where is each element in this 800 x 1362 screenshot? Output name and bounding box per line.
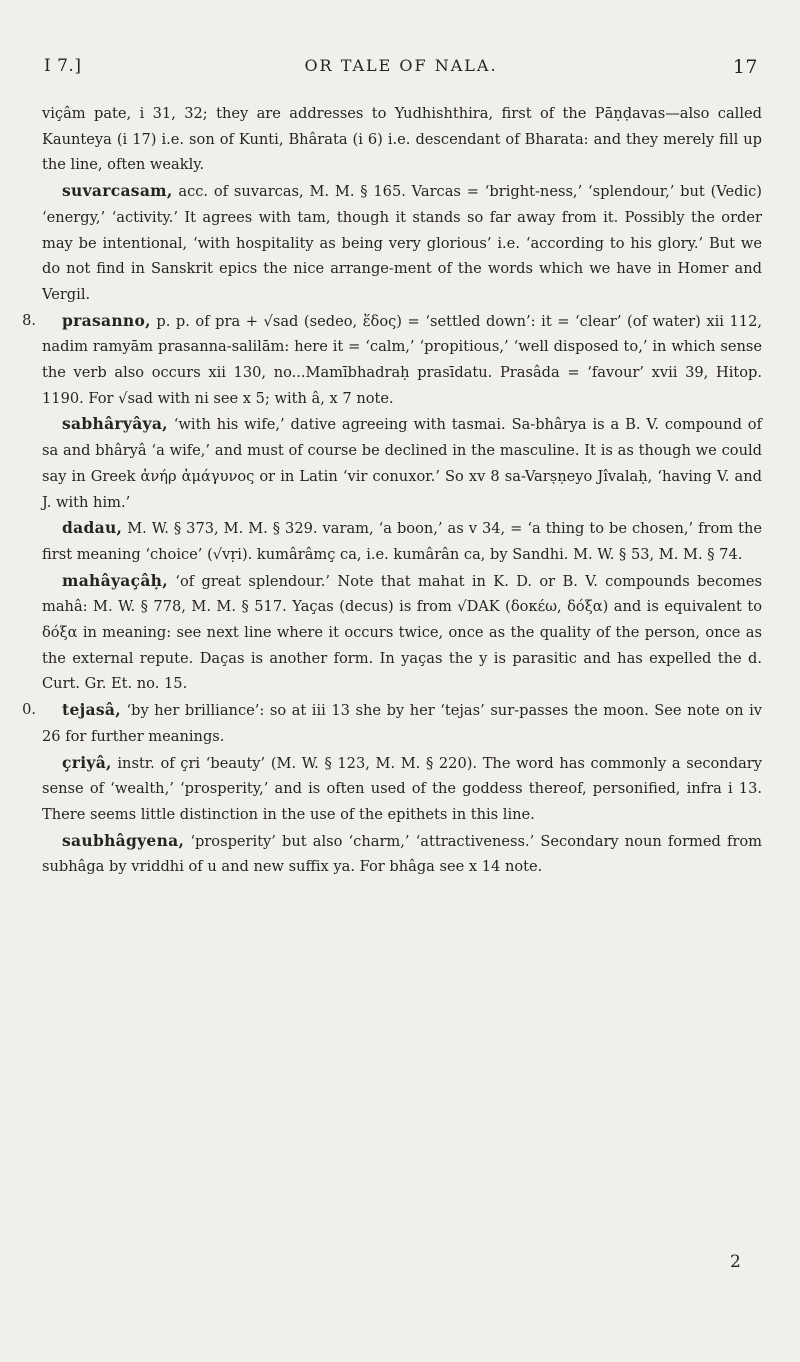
- note-text: [42, 411, 762, 515]
- note-entry: [42, 750, 762, 828]
- line-number: 8.: [22, 311, 36, 329]
- note-body: ‘by her brilliance’: so at iii 13 she by her ‘tejas’ sur-passes the moon. See note on iv 26 for further meanings.: [42, 702, 762, 745]
- headword: prasanno,: [62, 310, 151, 330]
- running-title: OR TALE OF NALA.: [304, 56, 498, 75]
- note-body: ‘of great splendour.’ Note that mahat in K. D. or B. V. compounds becomes mahâ: M. W. § 778, M. M. § 517. Yaças (decus) is from √DAK (δοκέω, δόξα) and is equivalent to δόξα in meaning: see next line where it occurs twice, once as the quality of the person, once as the external repute. Daças is another form. In yaças the y is parasitic and has expelled the d. Curt. Gr. Et. no. 15.: [42, 572, 762, 693]
- headword: dadau,: [62, 518, 123, 538]
- headword: çriyâ,: [62, 752, 112, 772]
- notes-body: [22, 100, 762, 880]
- note-body: ‘prosperity’ but also ‘charm,’ ‘attractiveness.’ Secondary noun formed from subhâga by vriddhi of u and new suffix ya. For bhâga see x 14 note.: [42, 832, 762, 876]
- note-entry: [22, 308, 762, 412]
- line-number: 0.: [22, 701, 36, 719]
- note-text: [42, 308, 762, 412]
- note-body: viçâm pate, i 31, 32; they are addresses to Yudhishthira, first of the Pāṇḍavas—also called Kaunteya (i 17) i.e. son of Kunti, Bhârata (i 6) i.e. descendant of Bharata: and they merely fill up the line, often weakly.: [42, 105, 762, 174]
- page-number: 17: [732, 56, 758, 78]
- signature-mark: 2: [730, 1252, 741, 1272]
- note-body: M. W. § 373, M. M. § 329. varam, ‘a boon,’ as v 34, = ‘a thing to be chosen,’ from the first meaning ‘choice’ (√vṛi). kumârâmç ca, i.e. kumârân ca, by Sandhi. M. W. § 53, M. M. § 74.: [42, 520, 762, 563]
- note-text: [42, 178, 762, 308]
- note-body: instr. of çri ‘beauty’ (M. W. § 123, M. M. § 220). The word has commonly a secondary sense of ‘wealth,’ ‘prosperity,’ and is often used of the goddess thereof, personified, infra i 13. There seems little distinction in the use of the epithets in this line.: [42, 754, 762, 823]
- headword: saubhâgyena,: [62, 830, 185, 850]
- headword: suvarcasam,: [62, 181, 173, 201]
- note-text: [42, 828, 762, 880]
- note-text: [42, 100, 762, 178]
- note-entry: [42, 828, 762, 880]
- note-text: [42, 568, 762, 698]
- note-entry: [42, 568, 762, 698]
- section-reference: I 7.]: [44, 56, 82, 76]
- note-text: [42, 697, 762, 749]
- headword: sabhâryâya,: [62, 414, 168, 434]
- note-entry: [42, 100, 762, 178]
- note-body: acc. of suvarcas, M. M. § 165. Varcas = ‘bright-ness,’ ‘splendour,’ but (Vedic) ‘energy,’ ‘activity.’ It agrees with tam, though it stands so far away from it. Possibly the order may be intentional, ‘with hospitality as being very glorious’ i.e. ‘according to his glory.’ But we do not find in Sanskrit epics the nice arrange-ment of the words which we have in Homer and Vergil.: [42, 183, 762, 303]
- note-entry: [42, 178, 762, 308]
- note-text: [42, 750, 762, 828]
- note-body: p. p. of pra + √sad (sedeo, ἕδος) = ‘settled down’: it = ‘clear’ (of water) xii 112, nadim ramyām prasanna-salilām: here it = ‘calm,’ ‘propitious,’ ‘well disposed to,’ in which sense the verb also occurs xii 130, no...Mamībhadraḥ prasīdatu. Prasâda = ‘favour’ xvii 39, Hitop. 1190. For √sad with ni see x 5; with â, x 7 note.: [42, 312, 762, 407]
- headword: mahâyaçâḥ,: [62, 570, 168, 590]
- note-entry: [22, 697, 762, 749]
- running-header: [44, 56, 758, 86]
- note-text: [42, 515, 762, 567]
- note-entry: [42, 515, 762, 567]
- note-body: ‘with his wife,’ dative agreeing with tasmai. Sa-bhârya is a B. V. compound of sa and bhâryâ ‘a wife,’ and must of course be declined in the masculine. It is as though we could say in Greek ἀνήρ ἀμάγυνος or in Latin ‘vir conuxor.’ So xv 8 sa-Varṣṇeyo Jîvalaḥ, ‘having V. and J. with him.’: [42, 416, 762, 511]
- headword: tejasâ,: [62, 700, 121, 720]
- note-entry: [42, 411, 762, 515]
